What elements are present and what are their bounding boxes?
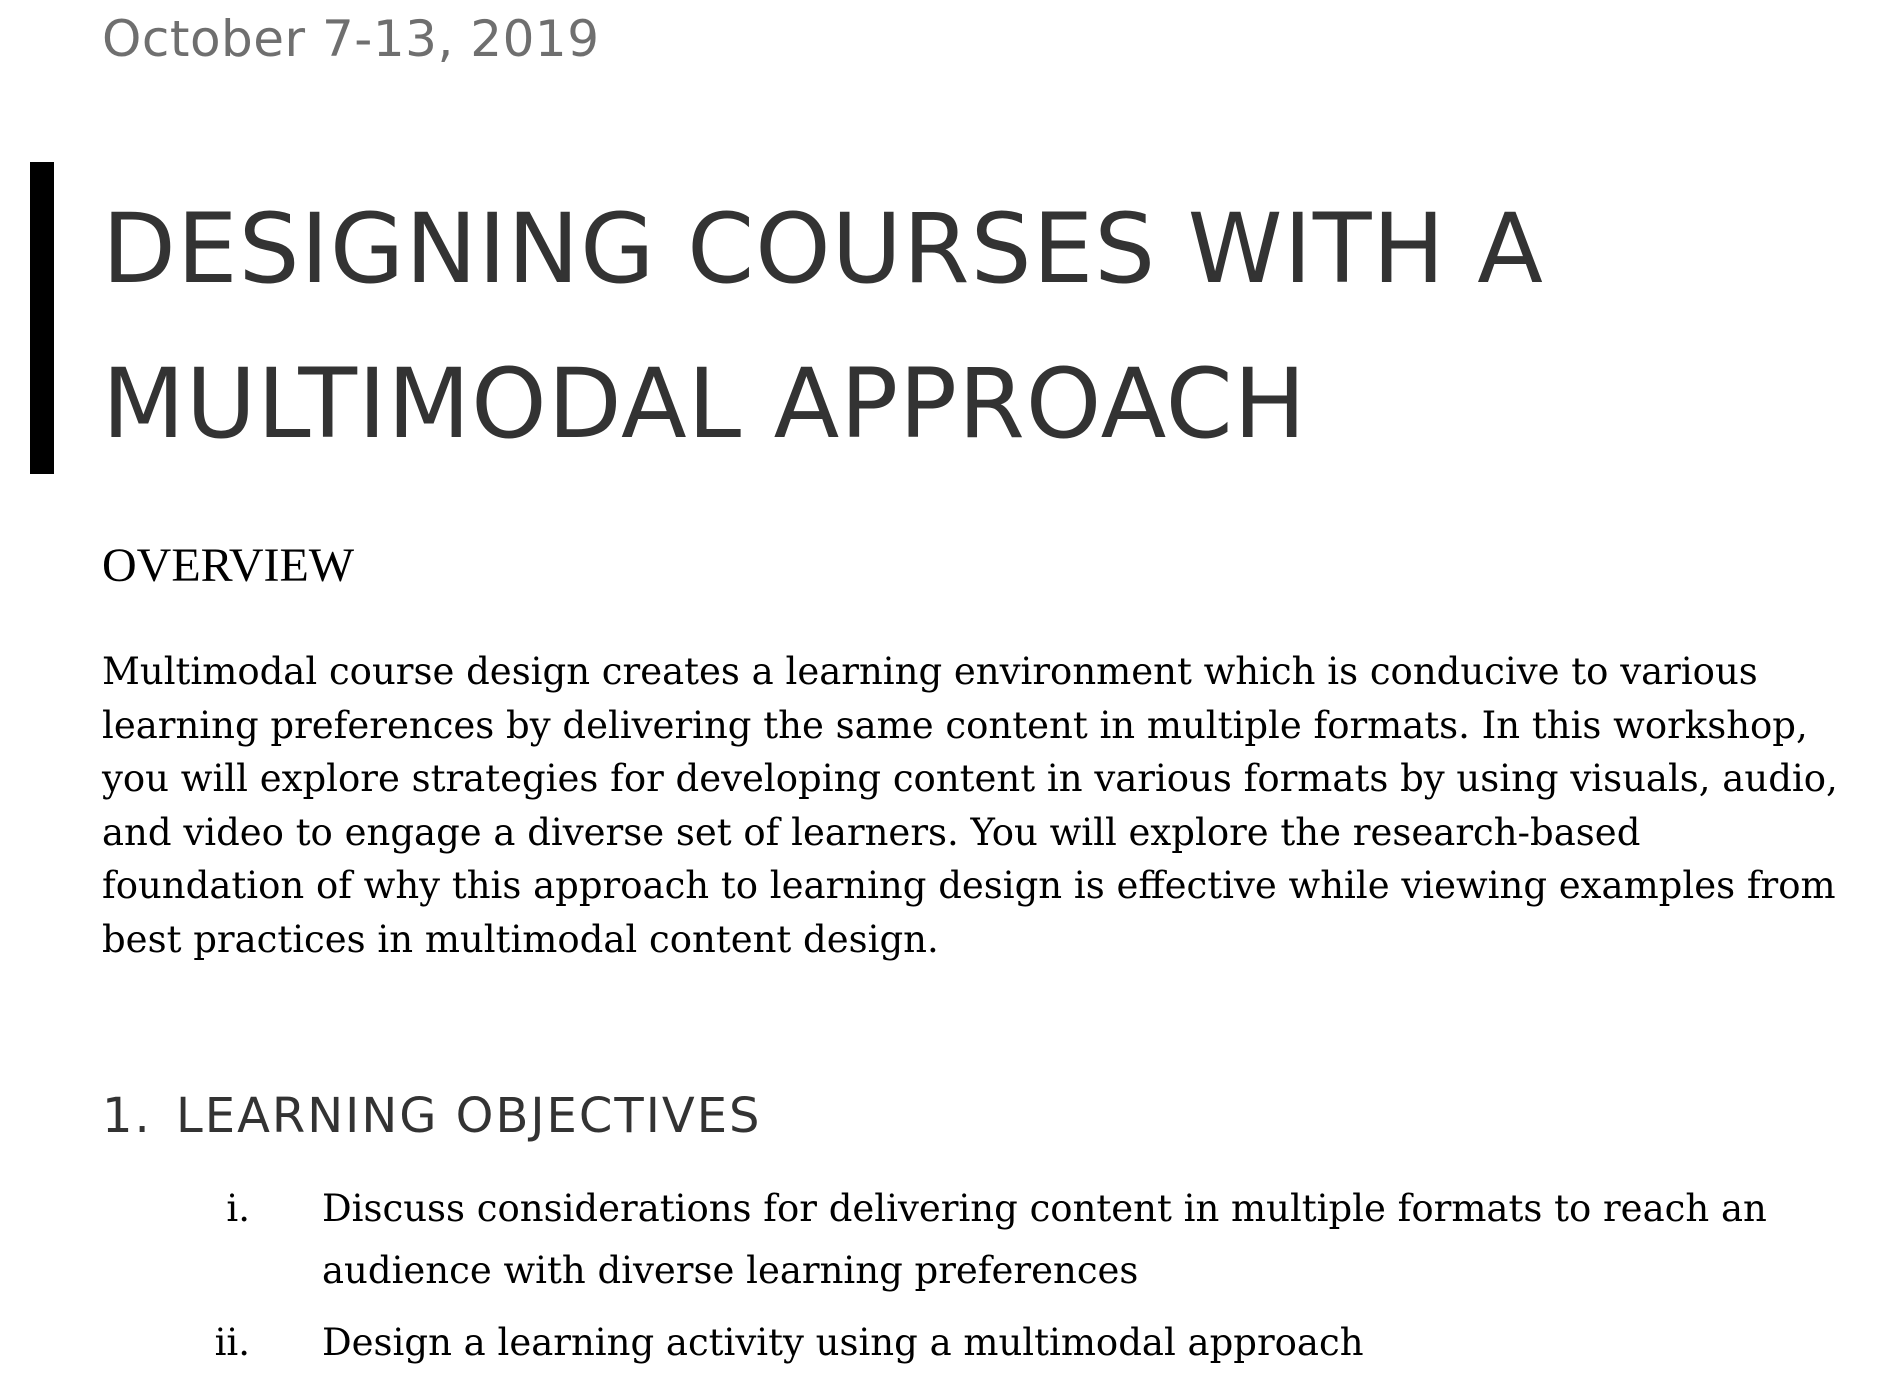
overview-line: Multimodal course design creates a learning environment which is conducive to various: [102, 650, 1758, 693]
document-title: [102, 172, 1802, 482]
title-accent-bar: [30, 162, 54, 474]
section-number: 1.: [102, 1088, 152, 1144]
overview-line: best practices in multimodal content design.: [102, 917, 939, 961]
section-heading-learning-objectives: [102, 1088, 762, 1144]
objectives-list: [0, 1178, 1894, 1384]
list-marker: ii.: [214, 1321, 250, 1364]
title-line-2: MULTIMODAL APPROACH: [102, 348, 1307, 460]
overview-line: you will explore strategies for developing content in various formats by using visuals, audio,: [102, 757, 1838, 800]
objective-line: audience with diverse learning preferences: [322, 1249, 1139, 1292]
overview-heading: OVERVIEW: [102, 539, 355, 592]
list-marker: i.: [226, 1187, 250, 1230]
list-item: [0, 1178, 1894, 1302]
list-item: [0, 1312, 1894, 1374]
overview-paragraph: [102, 645, 1882, 966]
overview-line: and video to engage a diverse set of learners. You will explore the research-based: [102, 810, 1641, 854]
objective-line: Discuss considerations for delivering content in multiple formats to reach an: [322, 1187, 1767, 1230]
objective-text: [322, 1178, 1882, 1302]
objective-line: Design a learning activity using a multimodal approach: [322, 1321, 1364, 1364]
overview-line: foundation of why this approach to learning design is effective while viewing examples from: [102, 864, 1836, 907]
event-date: October 7-13, 2019: [102, 10, 600, 68]
section-title: LEARNING OBJECTIVES: [176, 1088, 762, 1144]
overview-line: learning preferences by delivering the same content in multiple formats. In this workshop,: [102, 703, 1808, 747]
title-line-1: DESIGNING COURSES WITH A: [102, 193, 1544, 305]
objective-text: [322, 1312, 1882, 1374]
